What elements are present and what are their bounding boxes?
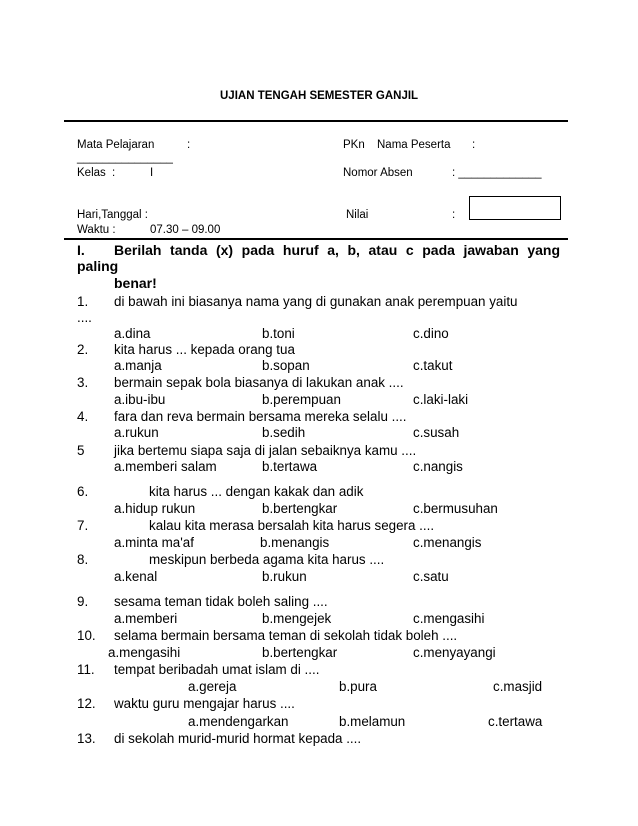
header-divider [64,238,568,240]
section-instruction-line2: paling [77,258,119,274]
subject-value: PKn [343,139,365,151]
question-text: jika bertemu siapa saja di jalan sebaiknya kamu .... [114,443,417,458]
score-label: Nilai [346,209,369,221]
question-number: 9. [77,594,89,609]
question-number: 12. [77,696,96,711]
answer-option: b.bertengkar [262,501,338,516]
answer-option: c.menangis [413,535,482,550]
answer-option: c.takut [413,358,453,373]
question-number: 13. [77,731,96,746]
answer-option: a.minta ma'af [114,535,194,550]
participant-name-colon: : [472,139,476,151]
answer-option: b.sedih [262,425,306,440]
answer-option: a.manja [114,358,162,373]
question-text-continuation: .... [77,310,92,325]
question-text: fara dan reva bermain bersama mereka selalu .... [114,409,407,424]
answer-option: c.susah [413,425,460,440]
score-colon: : [452,209,456,221]
answer-option: b.pura [339,679,377,694]
question-text: di bawah ini biasanya nama yang di gunakan anak perempuan yaitu [114,294,518,309]
absence-number-label: Nomor Absen [343,167,413,179]
question-number: 8. [77,552,89,567]
question-number: 4. [77,409,89,424]
question-number: 11. [77,662,95,677]
question-number: 3. [77,375,89,390]
question-text: kalau kita merasa bersalah kita harus segera .... [149,518,435,533]
answer-option: a.mengasihi [108,645,181,660]
question-text: selama bermain bersama teman di sekolah tidak boleh .... [114,628,458,643]
subject-label: Mata Pelajaran [77,139,155,151]
question-number: 7. [77,518,89,533]
answer-option: c.nangis [413,459,463,474]
question-text: bermain sepak bola biasanya di lakukan anak .... [114,375,404,390]
exam-title: UJIAN TENGAH SEMESTER GANJIL [220,90,419,102]
section-instruction-line3: benar! [114,275,157,291]
score-box [469,196,561,220]
answer-option: a.gereja [188,679,237,694]
question-text: tempat beribadah umat islam di .... [114,662,320,677]
question-text: di sekolah murid-murid hormat kepada .... [114,731,362,746]
question-number: 2. [77,342,89,357]
answer-option: c.satu [413,569,449,584]
answer-option: a.memberi [114,611,178,626]
participant-name-blank: _______________ [77,152,173,164]
class-label: Kelas [77,167,106,179]
answer-option: b.melamun [339,714,406,729]
answer-option: a.hidup rukun [114,501,196,516]
section-instruction-line1: Berilah tanda (x) pada huruf a, b, atau c pada jawaban yang [114,242,560,258]
time-value: 07.30 – 09.00 [150,224,221,236]
answer-option: b.mengejek [262,611,332,626]
answer-option: c.dino [413,326,449,341]
time-label: Waktu : [77,224,116,236]
answer-option: a.kenal [114,569,158,584]
answer-option: c.tertawa [488,714,543,729]
answer-option: b.toni [262,326,295,341]
class-colon: : [112,167,116,179]
answer-option: a.memberi salam [114,459,217,474]
answer-option: c.menyayangi [413,645,496,660]
answer-option: c.bermusuhan [413,501,498,516]
question-number: 6. [77,484,89,499]
question-text: waktu guru mengajar harus .... [114,696,295,711]
answer-option: a.mendengarkan [188,714,289,729]
answer-option: a.ibu-ibu [114,392,166,407]
answer-option: c.mengasihi [413,611,485,626]
question-text: sesama teman tidak boleh saling .... [114,594,328,609]
question-text: kita harus ... dengan kakak dan adik [149,484,364,499]
top-divider [64,120,568,122]
answer-option: c.laki-laki [413,392,469,407]
answer-option: b.tertawa [262,459,318,474]
answer-option: a.dina [114,326,151,341]
subject-colon: : [187,139,191,151]
answer-option: b.menangis [260,535,330,550]
answer-option: a.rukun [114,425,159,440]
participant-name-label: Nama Peserta [377,139,451,151]
answer-option: b.sopan [262,358,310,373]
answer-option: b.perempuan [262,392,341,407]
answer-option: b.rukun [262,569,307,584]
question-number: 1. [77,294,89,309]
absence-number-blank: : _____________ [452,167,542,179]
question-text: meskipun berbeda agama kita harus .... [149,552,385,567]
question-number: 10. [77,628,96,643]
section-number: I. [77,242,85,258]
class-value: I [150,167,154,179]
question-number: 5 [77,443,85,458]
answer-option: b.bertengkar [262,645,338,660]
day-date-label: Hari,Tanggal : [77,209,148,221]
question-text: kita harus ... kepada orang tua [114,342,295,357]
answer-option: c.masjid [493,679,543,694]
